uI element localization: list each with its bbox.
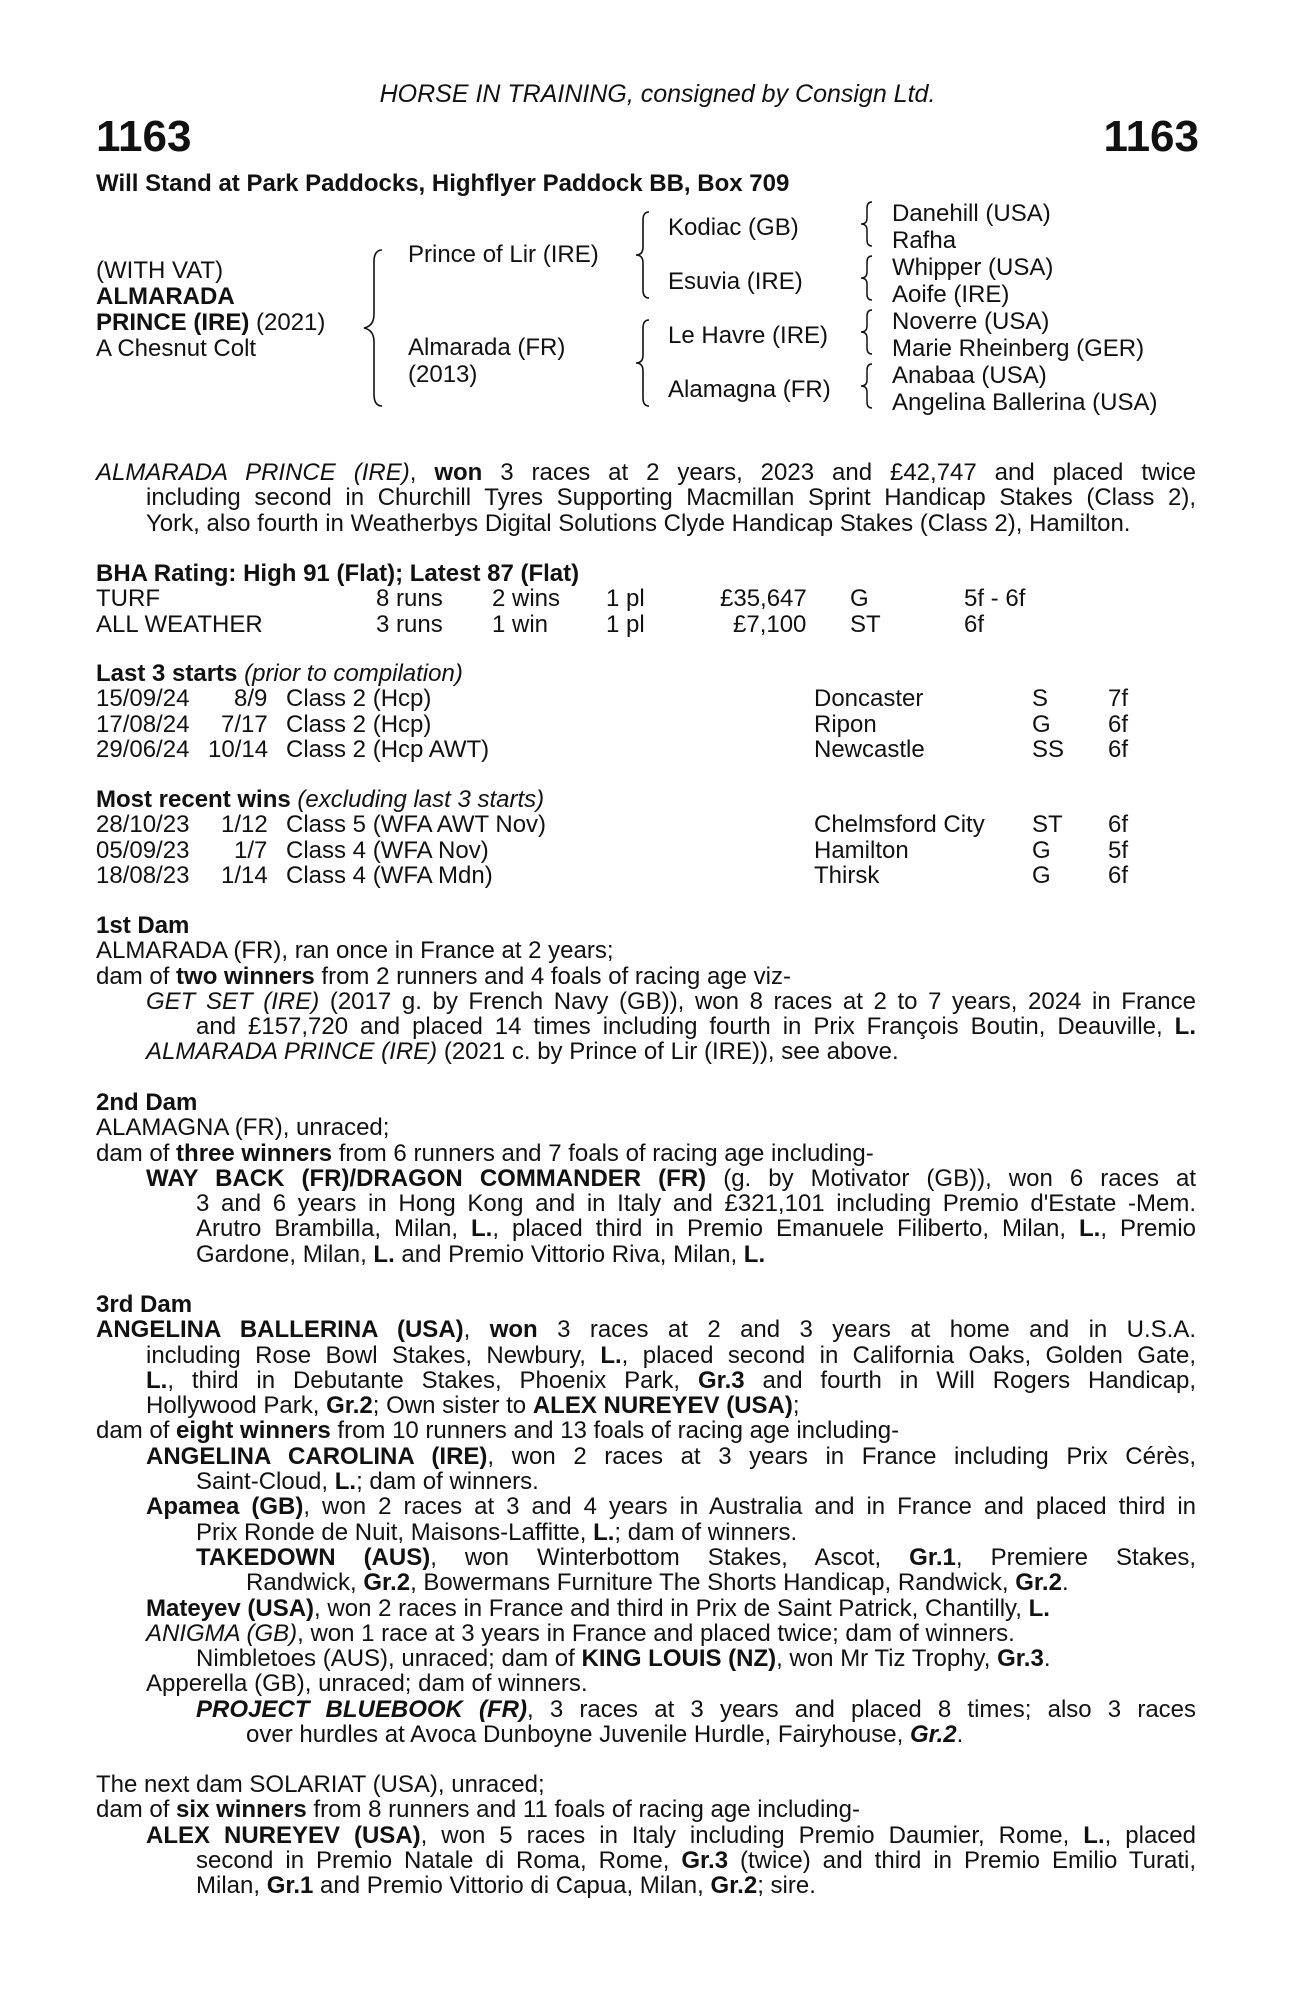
progeny-text: , won Mr Tiz Trophy, (776, 1645, 998, 1673)
rating-placed: 1 pl (606, 585, 645, 613)
win-distance: 6f (1108, 861, 1129, 889)
win-course: Thirsk (814, 861, 880, 889)
progeny-name: ANIGMA (GB) (146, 1619, 298, 1647)
win-position: 1/7 (234, 836, 268, 864)
progeny-text: , Bowermans Furniture The Shorts Handicap, Randwick, (410, 1569, 1016, 1597)
progeny-text: , Premio (1100, 1215, 1197, 1243)
grade-label: L. (1083, 1821, 1105, 1849)
summary-won: won (434, 459, 483, 486)
dam1-title: 1st Dam (96, 912, 190, 939)
horse-name-line2 (96, 309, 325, 336)
win-row (96, 863, 1196, 888)
pedigree-brace-sire (633, 210, 653, 300)
progeny-text: , won 2 races at 3 and 4 years in Australia and in France and placed third in (303, 1493, 1196, 1521)
progeny-text: , won 2 races in France and third in Prix de Saint Patrick, Chantilly, (314, 1594, 1029, 1622)
pedigree-gen3-8: Angelina Ballerina (USA) (892, 389, 1158, 416)
progeny-text: Apperella (GB), unraced; dam of winners. (146, 1670, 588, 1698)
progeny-text: , won 1 race at 3 years in France and placed twice; dam of winners. (297, 1619, 1015, 1647)
lot-number-right: 1163 (1103, 112, 1199, 161)
start-position: 10/14 (208, 735, 269, 763)
rating-prize: £35,647 (720, 585, 807, 613)
progeny-text: (2017 g. by French Navy (GB)), won 8 races at 2 to 7 years, 2024 in France (319, 987, 1196, 1015)
progeny-name: ALEX NUREYEV (USA) (146, 1821, 421, 1849)
grade-label: L. (593, 1518, 615, 1546)
start-race: Class 2 (Hcp) (286, 685, 432, 713)
win-going: ST (1032, 811, 1063, 839)
start-going: SS (1032, 735, 1065, 763)
first-dam-section (96, 913, 1196, 1065)
pedigree-gen3-2: Rafha (892, 227, 957, 254)
dam3-text: ; Own sister to (372, 1392, 533, 1420)
dam3-name: ANGELINA BALLERINA (USA) (96, 1316, 464, 1344)
dam3-text: 3 races at 2 and 3 years at home and in U.S.A. (537, 1316, 1196, 1344)
rating-prize: £7,100 (733, 610, 807, 638)
dam2-winners: three winners (176, 1139, 333, 1167)
dam1-line1: ALMARADA (FR), ran once in France at 2 years; (96, 937, 614, 965)
rating-going: G (850, 585, 869, 613)
win-date: 05/09/23 (96, 836, 190, 864)
win-date: 28/10/23 (96, 811, 190, 839)
grade-label: L. (1079, 1215, 1101, 1243)
win-distance: 6f (1108, 811, 1129, 839)
rating-runs: 8 runs (376, 585, 443, 613)
rating-title: BHA Rating: High 91 (Flat); Latest 87 (Flat) (96, 560, 580, 587)
progeny-text: Nimbletoes (AUS), unraced; dam of (196, 1645, 582, 1673)
pedigree-brace-main (360, 248, 390, 408)
start-position: 7/17 (221, 710, 268, 738)
rating-distance: 6f (964, 610, 985, 638)
win-going: G (1032, 836, 1051, 864)
progeny-name: KING LOUIS (NZ) (581, 1645, 777, 1673)
progeny-text: Gardone, Milan, (196, 1240, 374, 1268)
grade-label: Gr.2 (710, 1872, 758, 1900)
win-race: Class 4 (WFA Mdn) (286, 861, 493, 889)
rating-row-turf (96, 586, 1196, 611)
grade-label: Gr.1 (266, 1872, 314, 1900)
progeny-text: Milan, (196, 1872, 267, 1900)
pedigree-brace-gen3-2 (858, 254, 876, 302)
dam3-text: dam of (96, 1417, 177, 1445)
recent-title: Most recent wins (96, 786, 291, 813)
most-recent-wins (96, 787, 1196, 888)
dam3-text: and fourth in Will Rogers Handicap, (744, 1366, 1197, 1394)
win-row (96, 838, 1196, 863)
horse-name-line2-text: PRINCE (IRE) (96, 309, 250, 336)
start-position: 8/9 (234, 685, 268, 713)
win-distance: 5f (1108, 836, 1129, 864)
race-summary: ALMARADA PRINCE (IRE), won 3 races at 2 years, 2023 and £42,747 and placed twice including second in Churchill Tyres Supporting Macmillan Sprint Handicap Stakes (Class 2), York, also fourth in Weatherbys Digital Solutions Clyde Handicap Stakes (Class 2), Hamilton. (96, 459, 1196, 537)
grade-label: Gr.3 (697, 1366, 745, 1394)
pedigree-gen3-3: Whipper (USA) (892, 254, 1054, 281)
grade-label: L. (1028, 1594, 1050, 1622)
win-date: 18/08/23 (96, 861, 190, 889)
progeny-text: (twice) and third in Premio Emilio Turati, (728, 1846, 1196, 1874)
start-going: G (1032, 710, 1051, 738)
lot-number-left: 1163 (96, 112, 192, 161)
pedigree-sire: Prince of Lir (IRE) (408, 241, 599, 268)
rating-runs: 3 runs (376, 610, 443, 638)
win-position: 1/12 (221, 811, 268, 839)
progeny-text: Saint-Cloud, (196, 1468, 335, 1496)
progeny-text: and Premio Vittorio di Capua, Milan, (313, 1872, 711, 1900)
progeny-text: ; sire. (757, 1872, 816, 1900)
progeny-text: 3 and 6 years in Hong Kong and in Italy and £321,101 including Premio d'Estate -Mem. (196, 1190, 1196, 1218)
grade-label: Gr.2 (1015, 1569, 1062, 1597)
horse-year: (2021) (256, 309, 326, 336)
vat-note: (WITH VAT) (96, 257, 224, 284)
win-course: Hamilton (814, 836, 909, 864)
start-date: 29/06/24 (96, 735, 190, 763)
pedigree-brace-dam (633, 318, 653, 408)
pedigree-gen3-1: Danehill (USA) (892, 200, 1051, 227)
start-course: Ripon (814, 710, 877, 738)
pedigree-dam: Almarada (FR) (408, 334, 566, 361)
grade-label: L. (1174, 1013, 1196, 1041)
progeny-text: ; dam of winners. (356, 1468, 539, 1496)
progeny-text: and £157,720 and placed 14 times including fourth in Prix François Boutin, Deauville, (196, 1013, 1175, 1041)
progeny-name: PROJECT BLUEBOOK (FR) (196, 1695, 528, 1723)
pedigree-dam-year: (2013) (408, 361, 478, 388)
grade-label: L. (334, 1468, 357, 1496)
pedigree-gen3-4: Aoife (IRE) (892, 281, 1010, 308)
rating-placed: 1 pl (606, 610, 645, 638)
dam3-text: ; (792, 1392, 800, 1420)
progeny-text: , Premiere Stakes, (955, 1543, 1196, 1571)
win-race: Class 5 (WFA AWT Nov) (286, 811, 547, 839)
progeny-text: , won 5 races in Italy including Premio Daumier, Rome, (420, 1821, 1084, 1849)
pedigree-gen3-7: Anabaa (USA) (892, 362, 1047, 389)
rating-surface: ALL WEATHER (96, 610, 263, 638)
pedigree-dam-dam: Alamagna (FR) (668, 376, 831, 403)
dam3-text: , third in Debutante Stakes, Phoenix Park, (167, 1366, 698, 1394)
dam3-text: Hollywood Park, (146, 1392, 327, 1420)
third-dam-section (96, 1292, 1196, 1747)
last3-title: Last 3 starts (96, 660, 238, 687)
progeny-text: . (956, 1721, 964, 1749)
start-date: 17/08/24 (96, 710, 190, 738)
summary-line1: 3 races at 2 years, 2023 and £42,747 and placed twice (500, 459, 1196, 486)
start-distance: 6f (1108, 710, 1129, 738)
recent-note: (excluding last 3 starts) (297, 786, 545, 813)
rating-distance: 5f - 6f (964, 585, 1026, 613)
next-dam-line1: The next dam SOLARIAT (USA), unraced; (96, 1771, 545, 1798)
pedigree-sire-dam: Esuvia (IRE) (668, 268, 803, 295)
progeny-text: and Premio Vittorio Riva, Milan, (394, 1240, 744, 1268)
rating-wins: 2 wins (492, 585, 561, 613)
dam3-title: 3rd Dam (96, 1291, 193, 1318)
related-horse-name: ALEX NUREYEV (USA) (532, 1392, 793, 1420)
rating-wins: 1 win (492, 610, 549, 638)
progeny-text: Randwick, (246, 1569, 364, 1597)
pedigree-brace-gen3-3 (858, 308, 876, 356)
grade-label: L. (471, 1215, 493, 1243)
grade-label: L. (743, 1240, 766, 1268)
grade-label: Gr.3 (681, 1846, 729, 1874)
pedigree-brace-gen3-1 (858, 200, 876, 248)
start-row (96, 737, 1196, 762)
stand-location: Will Stand at Park Paddocks, Highflyer Paddock BB, Box 709 (96, 170, 790, 197)
rating-surface: TURF (96, 585, 160, 613)
pedigree-dam-sire: Le Havre (IRE) (668, 322, 829, 349)
dam2-text: dam of (96, 1139, 177, 1167)
last3-note: (prior to compilation) (244, 660, 463, 687)
progeny-text: , 3 races at 3 years and placed 8 times; also 3 races (527, 1695, 1197, 1723)
start-date: 15/09/24 (96, 685, 190, 713)
dam3-text: , placed second in California Oaks, Golden Gate, (621, 1341, 1196, 1369)
progeny-name: WAY BACK (FR)/DRAGON COMMANDER (FR) (146, 1164, 707, 1192)
grade-label: Gr.3 (997, 1645, 1044, 1673)
win-row (96, 812, 1196, 837)
dam2-line1: ALAMAGNA (FR), unraced; (96, 1114, 390, 1142)
progeny-name: GET SET (IRE) (146, 987, 320, 1015)
start-race: Class 2 (Hcp) (286, 710, 432, 738)
next-dam-section (96, 1772, 1196, 1898)
progeny-name: Apamea (GB) (146, 1493, 304, 1521)
start-race: Class 2 (Hcp AWT) (286, 735, 490, 763)
rating-section (96, 561, 1196, 637)
start-distance: 6f (1108, 735, 1129, 763)
progeny-text: over hurdles at Avoca Dunboyne Juvenile Hurdle, Fairyhouse, (246, 1721, 910, 1749)
second-dam-section (96, 1090, 1196, 1267)
win-going: G (1032, 861, 1051, 889)
progeny-text: , placed (1104, 1821, 1196, 1849)
progeny-text: Arutro Brambilla, Milan, (196, 1215, 471, 1243)
summary-line2: including second in Churchill Tyres Supporting Macmillan Sprint Handicap Stakes (Class 2), (146, 484, 1196, 512)
horse-description: A Chesnut Colt (96, 335, 257, 362)
dam1-winners: two winners (176, 962, 315, 990)
dam3-won: won (489, 1316, 538, 1344)
start-row (96, 712, 1196, 737)
pedigree-sire-sire: Kodiac (GB) (668, 214, 799, 241)
progeny-text: second in Premio Natale di Roma, Rome, (196, 1846, 682, 1874)
dam3-winners: eight winners (176, 1417, 331, 1445)
pedigree-gen3-6: Marie Rheinberg (GER) (892, 335, 1145, 362)
dam3-text: including Rose Bowl Stakes, Newbury, (146, 1341, 601, 1369)
catalogue-header: HORSE IN TRAINING, consigned by Consign Ltd. (379, 80, 936, 108)
win-course: Chelmsford City (814, 811, 985, 839)
grade-label: Gr.2 (326, 1392, 373, 1420)
grade-label: Gr.2 (909, 1721, 957, 1749)
grade-label: L. (146, 1366, 168, 1394)
summary-line3: York, also fourth in Weatherbys Digital Solutions Clyde Handicap Stakes (Class 2), Hamilton. (146, 509, 1131, 537)
progeny-text: . (1061, 1569, 1069, 1597)
dam3-text: from 10 runners and 13 foals of racing age including- (330, 1417, 900, 1445)
win-position: 1/14 (221, 861, 268, 889)
grade-label: Gr.2 (363, 1569, 411, 1597)
grade-label: Gr.1 (909, 1543, 956, 1571)
start-course: Doncaster (814, 685, 924, 713)
dam2-title: 2nd Dam (96, 1089, 198, 1116)
progeny-text: , placed third in Premio Emanuele Filiberto, Milan, (492, 1215, 1080, 1243)
dam2-text: from 6 runners and 7 foals of racing age including- (332, 1139, 874, 1167)
progeny-text: Prix Ronde de Nuit, Maisons-Laffitte, (196, 1518, 594, 1546)
progeny-text: (g. by Motivator (GB)), won 6 races at (706, 1164, 1197, 1192)
progeny-text: . (1043, 1645, 1051, 1673)
grade-label: L. (600, 1341, 622, 1369)
win-race: Class 4 (WFA Nov) (286, 836, 489, 864)
dam1-text: from 2 runners and 4 foals of racing age viz- (314, 962, 791, 990)
summary-horse-name: ALMARADA PRINCE (IRE) (96, 459, 410, 486)
dam3-text: , (463, 1316, 490, 1344)
start-course: Newcastle (814, 735, 925, 763)
next-dam-text: from 8 runners and 11 foals of racing age including- (306, 1796, 860, 1824)
progeny-text: ; dam of winners. (614, 1518, 798, 1546)
dam1-text: dam of (96, 962, 177, 990)
last-3-starts (96, 661, 1196, 762)
progeny-name: ANGELINA CAROLINA (IRE) (146, 1442, 488, 1470)
pedigree-brace-gen3-4 (858, 362, 876, 410)
pedigree-gen3-5: Noverre (USA) (892, 308, 1050, 335)
progeny-text: , won Winterbottom Stakes, Ascot, (430, 1543, 910, 1571)
progeny-name: Mateyev (USA) (146, 1594, 315, 1622)
rating-going: ST (850, 610, 881, 638)
progeny-name: ALMARADA PRINCE (IRE) (146, 1038, 438, 1066)
next-dam-text: dam of (96, 1796, 177, 1824)
next-dam-winners: six winners (176, 1796, 307, 1824)
start-row (96, 686, 1196, 711)
progeny-text: (2021 c. by Prince of Lir (IRE)), see above. (437, 1038, 899, 1066)
start-distance: 7f (1108, 685, 1129, 713)
horse-name-line1: ALMARADA (96, 283, 235, 310)
progeny-name: TAKEDOWN (AUS) (196, 1543, 431, 1571)
start-going: S (1032, 685, 1049, 713)
rating-row-aw (96, 612, 1196, 637)
progeny-text: , won 2 races at 3 years in France including Prix Cérès, (487, 1442, 1196, 1470)
grade-label: L. (373, 1240, 395, 1268)
